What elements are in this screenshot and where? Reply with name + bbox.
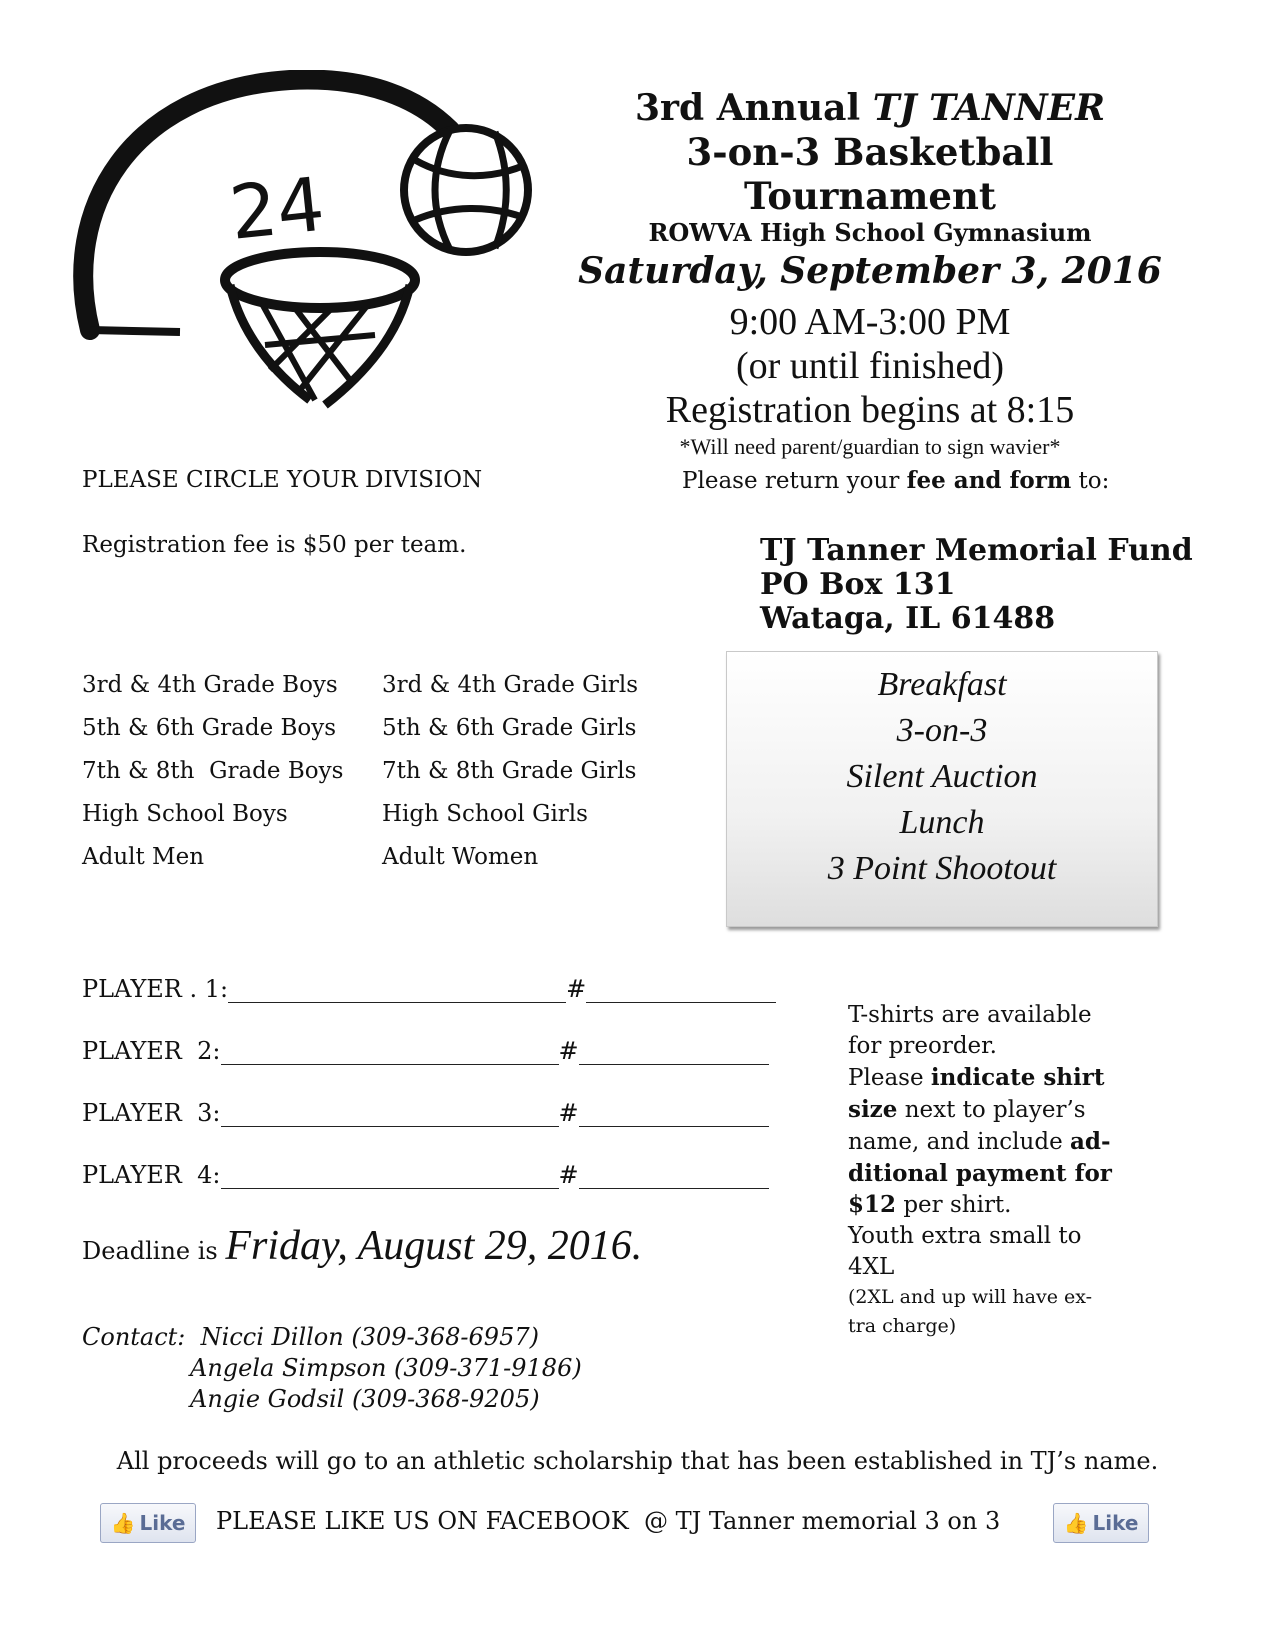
division-option[interactable]: High School Girls <box>382 801 588 827</box>
event-date: Saturday, September 3, 2016 <box>578 250 1162 292</box>
event-title-line2: 3-on-3 Basketball Tournament <box>686 130 1054 218</box>
tshirt-line: (2XL and up will have ex- <box>848 1286 1093 1308</box>
division-option[interactable]: High School Boys <box>82 801 288 827</box>
player-number-field[interactable] <box>579 1162 769 1189</box>
tshirt-line: T-shirts are available <box>848 1002 1092 1028</box>
player-name-field[interactable] <box>221 1162 559 1189</box>
basketball-hoop-icon <box>70 70 570 430</box>
activity-item: Lunch <box>899 804 985 841</box>
number-sign: # <box>558 1161 579 1189</box>
mailing-address <box>760 534 1193 636</box>
contact-person: Angela Simpson (309-371-9186) <box>190 1354 582 1382</box>
svg-text:24: 24 <box>225 161 329 257</box>
contact-person: Nicci Dillon (309-368-6957) <box>200 1323 539 1351</box>
deadline-date: Friday, August 29, 2016. <box>225 1223 643 1269</box>
tshirt-info <box>848 1000 1138 1341</box>
player-name-field[interactable] <box>228 976 566 1003</box>
like-label: Like <box>139 1511 186 1535</box>
player-number-field[interactable] <box>586 976 776 1003</box>
division-option[interactable]: 3rd & 4th Grade Girls <box>382 672 639 698</box>
like-button-left[interactable] <box>100 1503 196 1543</box>
player-row <box>82 1037 776 1099</box>
event-time: 9:00 AM-3:00 PM <box>729 301 1011 343</box>
division-option[interactable]: 3rd & 4th Grade Boys <box>82 672 338 698</box>
deadline-label: Deadline is <box>82 1237 226 1265</box>
tshirt-line: 4XL <box>848 1254 895 1280</box>
event-header <box>560 86 1180 462</box>
activities-box <box>726 651 1158 927</box>
division-option[interactable]: Adult Men <box>82 844 205 870</box>
tshirt-line: Please indicate shirt <box>848 1064 1105 1091</box>
division-option[interactable]: 5th & 6th Grade Girls <box>382 715 637 741</box>
player-row <box>82 1161 776 1223</box>
player-name-field[interactable] <box>221 1038 559 1065</box>
tshirt-line: Youth extra small to <box>848 1223 1082 1249</box>
number-sign: # <box>558 1037 579 1065</box>
deadline <box>82 1222 642 1270</box>
activity-item: 3-on-3 <box>896 712 988 749</box>
division-option[interactable]: 7th & 8th Grade Boys <box>82 758 344 784</box>
address-line2: PO Box 131 <box>760 567 956 602</box>
player-label: PLAYER 4: <box>82 1161 221 1189</box>
tshirt-line: for preorder. <box>848 1033 997 1059</box>
division-option[interactable]: Adult Women <box>382 844 539 870</box>
circle-division-label: PLEASE CIRCLE YOUR DIVISION <box>82 467 483 493</box>
address-line1: TJ Tanner Memorial Fund <box>760 533 1193 568</box>
contacts <box>82 1322 582 1415</box>
facebook-prompt: PLEASE LIKE US ON FACEBOOK @ TJ Tanner memorial 3 on 3 <box>216 1507 1001 1535</box>
return-instructions: Please return your fee and form to: <box>682 467 1110 494</box>
activity-item: 3 Point Shootout <box>827 850 1057 887</box>
event-venue: ROWVA High School Gymnasium <box>648 218 1092 247</box>
contact-person: Angie Godsil (309-368-9205) <box>190 1385 540 1413</box>
contact-label: Contact: <box>82 1323 186 1351</box>
tshirt-line: size next to player’s <box>848 1096 1086 1123</box>
thumbs-up-icon: 👍 <box>1063 1511 1089 1535</box>
registration-time: Registration begins at 8:15 <box>665 389 1075 431</box>
like-label: Like <box>1092 1511 1139 1535</box>
number-sign: # <box>558 1099 579 1127</box>
boys-divisions <box>82 664 343 879</box>
player-row <box>82 975 776 1037</box>
player-label: PLAYER 3: <box>82 1099 221 1127</box>
activity-item: Breakfast <box>877 666 1007 703</box>
division-option[interactable]: 7th & 8th Grade Girls <box>382 758 637 784</box>
tshirt-line: name, and include ad- <box>848 1128 1111 1155</box>
tshirt-line: ditional payment for <box>848 1160 1112 1187</box>
tshirt-line: tra charge) <box>848 1315 957 1337</box>
player-label: PLAYER . 1: <box>82 975 229 1003</box>
player-row <box>82 1099 776 1161</box>
activity-item: Silent Auction <box>846 758 1038 795</box>
player-name-field[interactable] <box>221 1100 559 1127</box>
division-option[interactable]: 5th & 6th Grade Boys <box>82 715 337 741</box>
event-until: (or until finished) <box>735 345 1005 387</box>
waiver-note: *Will need parent/guardian to sign wavier* <box>679 434 1061 459</box>
player-label: PLAYER 2: <box>82 1037 221 1065</box>
registration-fee: Registration fee is $50 per team. <box>82 532 467 558</box>
player-number-field[interactable] <box>579 1100 769 1127</box>
proceeds-statement: All proceeds will go to an athletic scholarship that has been established in TJ’s name. <box>116 1447 1159 1475</box>
like-button-right[interactable] <box>1053 1503 1149 1543</box>
address-line3: Wataga, IL 61488 <box>760 601 1056 636</box>
player-form <box>82 975 776 1223</box>
girls-divisions <box>382 664 638 879</box>
number-sign: # <box>566 975 587 1003</box>
basketball-hoop-logo <box>70 70 570 430</box>
thumbs-up-icon: 👍 <box>110 1511 136 1535</box>
player-number-field[interactable] <box>579 1038 769 1065</box>
event-title-line1: 3rd Annual TJ TANNER <box>635 87 1105 129</box>
tshirt-line: $12 per shirt. <box>848 1191 1012 1218</box>
